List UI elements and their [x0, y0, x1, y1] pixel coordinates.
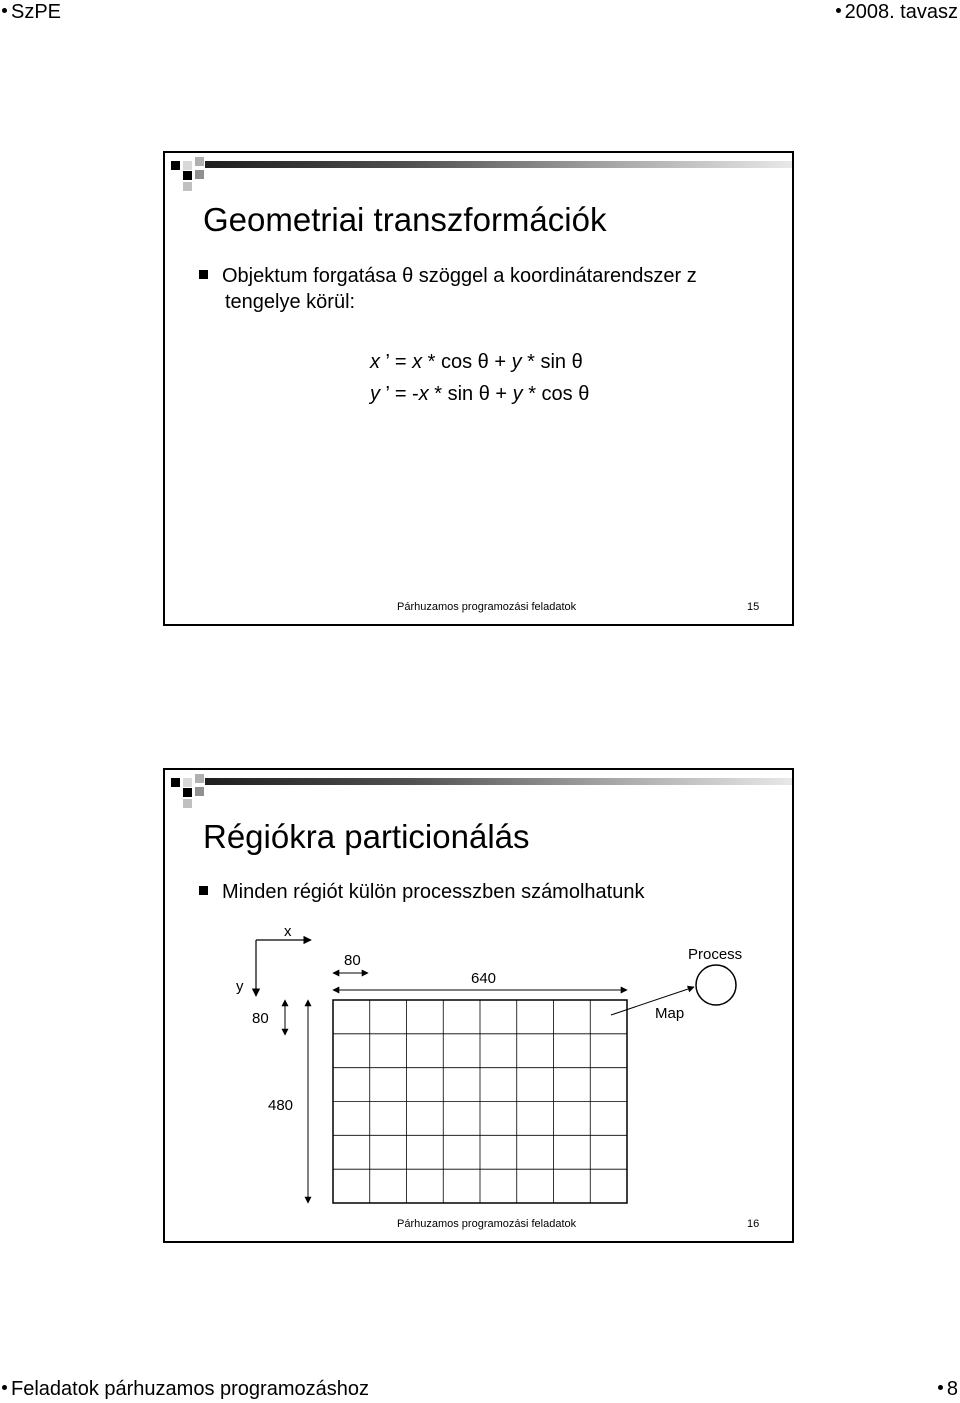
- slide-16: [163, 768, 794, 1243]
- slide-page-number: 16: [747, 1218, 760, 1230]
- bullet-dot-icon: [2, 1385, 7, 1390]
- bullet-dot-icon: [938, 1385, 943, 1390]
- header-left-text: SzPE: [11, 1, 62, 23]
- formula-x: [370, 349, 583, 375]
- map-label: Map: [655, 1005, 685, 1022]
- slide-corner-squares-icon: [169, 157, 209, 193]
- formula-var: x: [370, 351, 380, 373]
- partition-diagram: [163, 768, 794, 1243]
- formula-y: [370, 381, 589, 407]
- bullet-text: Minden régiót külön processzben számolhatunk: [222, 881, 645, 903]
- bullet-text: Objektum forgatása θ szöggel a koordinátarendszer z: [222, 265, 697, 287]
- bullet-item: [199, 263, 697, 289]
- bullet-dot-icon: [836, 8, 841, 13]
- formula-var: y: [511, 351, 522, 373]
- slide-page-number: 15: [747, 601, 760, 613]
- page-footer-left: [2, 1378, 369, 1400]
- slide-15: [163, 151, 794, 626]
- formula-var: y: [370, 383, 380, 405]
- square-bullet-icon: [199, 270, 208, 279]
- grid-height-label: 480: [268, 1097, 294, 1114]
- grid-width-label: 640: [471, 970, 497, 987]
- slide-decoration-bar: [205, 161, 792, 168]
- process-label: Process: [688, 946, 743, 963]
- footer-left-text: Feladatok párhuzamos programozáshoz: [11, 1378, 369, 1400]
- formula-part: * cos θ: [522, 383, 590, 405]
- page-footer-right: [938, 1378, 958, 1400]
- formula-var: y: [512, 383, 523, 405]
- formula-part: * sin θ +: [428, 383, 513, 405]
- formula-part: * sin θ: [521, 351, 583, 373]
- slide-footer-text: Párhuzamos programozási feladatok: [397, 601, 577, 613]
- footer-right-text: 8: [946, 1378, 958, 1400]
- formula-part: ’ = -: [380, 383, 419, 405]
- y-axis-label: y: [236, 978, 244, 995]
- page-header-left: [2, 1, 61, 23]
- formula-part: * cos θ +: [422, 351, 512, 373]
- slide-footer-text: Párhuzamos programozási feladatok: [397, 1218, 577, 1230]
- process-circle: [696, 965, 736, 1005]
- bullet-continuation: tengelye körül:: [225, 291, 356, 313]
- cell-height-label: 80: [252, 1010, 269, 1027]
- formula-part: ’ =: [380, 351, 413, 373]
- header-right-text: 2008. tavasz: [844, 1, 958, 23]
- slide-title: Geometriai transzformációk: [203, 201, 607, 238]
- formula-var: x: [418, 383, 429, 405]
- bullet-dot-icon: [2, 8, 7, 13]
- partition-grid: [333, 1000, 627, 1203]
- formula-var: x: [412, 351, 423, 373]
- cell-width-label: 80: [344, 952, 361, 969]
- slide-title: Régiókra particionálás: [203, 818, 530, 855]
- x-axis-label: x: [284, 923, 292, 940]
- page-header-right: [836, 1, 958, 23]
